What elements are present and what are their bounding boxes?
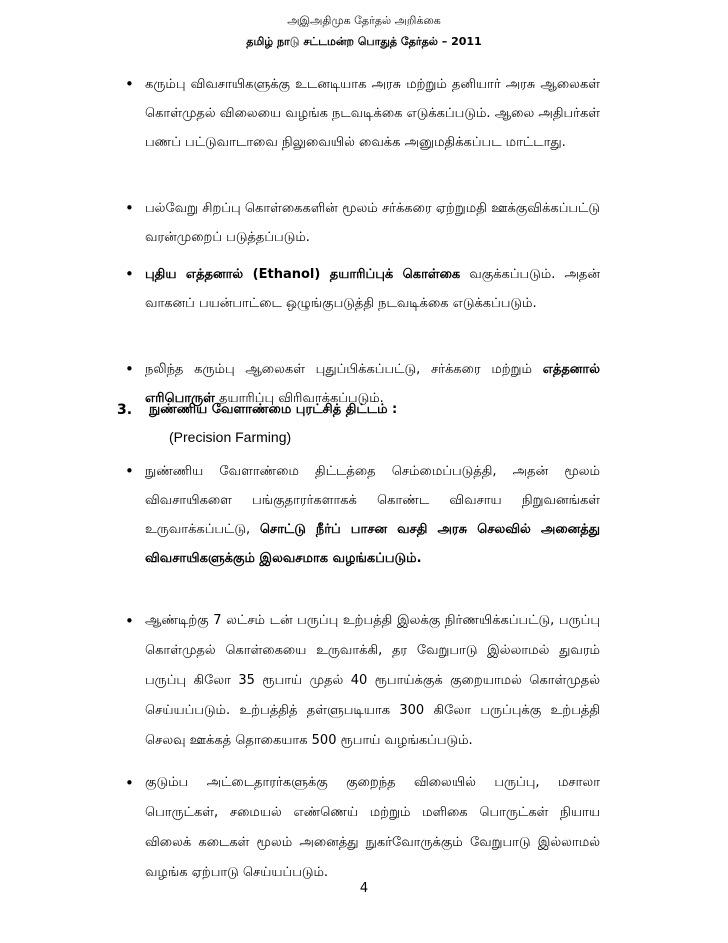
bullet-text: கரும்பு விவசாயிகளுக்கு உடனடியாக அரசு மற்றும் தனியார் அரசு ஆலைகள் கொள்முதல் விலையை வழங்க நடவடிக்கை எடுக்கப்படும். ஆலை அதிபர்கள் பணப் பட்டுவாடாவை நிலுவையில் வைக்க அனுமதிக்கப்பட மாட்டாது. (145, 77, 600, 150)
bullet-bold-text: புதிய எத்தனால் (Ethanol) தயாரிப்புக் கொள்கை (145, 267, 461, 282)
bullet-item-sugar-export (145, 194, 600, 252)
bullet-item-ration-card (145, 768, 600, 888)
page-number: 4 (359, 881, 369, 896)
bullet-list-top (145, 70, 600, 413)
bullet-text: பல்வேறு சிறப்பு கொள்கைகளின் மூலம் சர்க்கரை ஏற்றுமதி ஊக்குவிக்கப்பட்டு வரன்முறைப் படுத்தப்படும். (145, 201, 600, 245)
bullet-text: நுண்ணிய வேளாண்மை திட்டத்தை செம்மைப்படுத்தி, அதன் மூலம் விவசாயிகளை பங்குதாரர்களாகக் கொண்ட விவசாய நிறுவனங்கள் உருவாக்கப்பட்டு, (145, 464, 600, 537)
header-title: அஇஅதிமுக தேர்தல் அறிக்கை (287, 14, 441, 27)
section-title: நுண்ணிய வேளாண்மை புரட்சித் திட்டம் : (149, 402, 398, 417)
bullet-text: குடும்ப அட்டைதாரர்களுக்கு குறைந்த விலையில் பருப்பு, மசாலா பொருட்கள், சமையல் எண்ணெய் மற்றும் மளிகை பொருட்கள் நியாய விலைக் கடைகள் மூலம் அனைத்து நுகர்வோருக்கும் வேறுபாடு இல்லாமல் வழங்க ஏற்பாடு செய்யப்படும். (145, 775, 600, 880)
header-subtitle: தமிழ் நாடு சட்டமன்ற பொதுத் தேர்தல் – 2011 (246, 35, 482, 48)
bullet-item-precision-farming (145, 457, 600, 602)
bullet-item-sugarcane-price (145, 70, 600, 186)
bullet-text: வகுக்கப்படும். அதன் வாகனப் பயன்பாட்டை ஒழுங்குபடுத்தி நடவடிக்கை எடுக்கப்படும். (145, 267, 600, 311)
bullet-list-bottom (145, 457, 600, 888)
bullet-text-end: தயாரிப்பு விரிவாக்கப்படும். (214, 391, 384, 406)
bullet-item-pulses-production (145, 606, 600, 756)
section-subtitle: (Precision Farming) (169, 429, 292, 445)
bullet-item-ethanol-policy (145, 260, 600, 347)
section-number: 3. (117, 402, 133, 418)
bullet-bold-text: எத்தனால் எரிபொருள் (145, 362, 600, 406)
bullet-text: ஆண்டிற்கு 7 லட்சம் டன் பருப்பு உற்பத்தி இலக்கு நிர்ணயிக்கப்பட்டு, பருப்பு கொள்முதல் கொள்கையை உருவாக்கி, தர வேறுபாடு இல்லாமல் துவரம் பருப்பு கிலோ 35 ரூபாய் முதல் 40 ரூபாய்க்குக் குறையாமல் கொள்முதல் செய்யப்படும். உற்பத்தித் தள்ளுபடியாக 300 கிலோ பருப்புக்கு உற்பத்தி செலவு ஊக்கத் தொகையாக 500 ரூபாய் வழங்கப்படும். (145, 613, 600, 748)
bullet-bold-text: சொட்டு நீர்ப் பாசன வசதி அரசு செலவில் அனைத்து விவசாயிகளுக்கும் இலவசமாக வழங்கப்படும். (145, 522, 600, 566)
bullet-text: நலிந்த கரும்பு ஆலைகள் புதுப்பிக்கப்பட்டு, சர்க்கரை மற்றும் (145, 362, 543, 377)
